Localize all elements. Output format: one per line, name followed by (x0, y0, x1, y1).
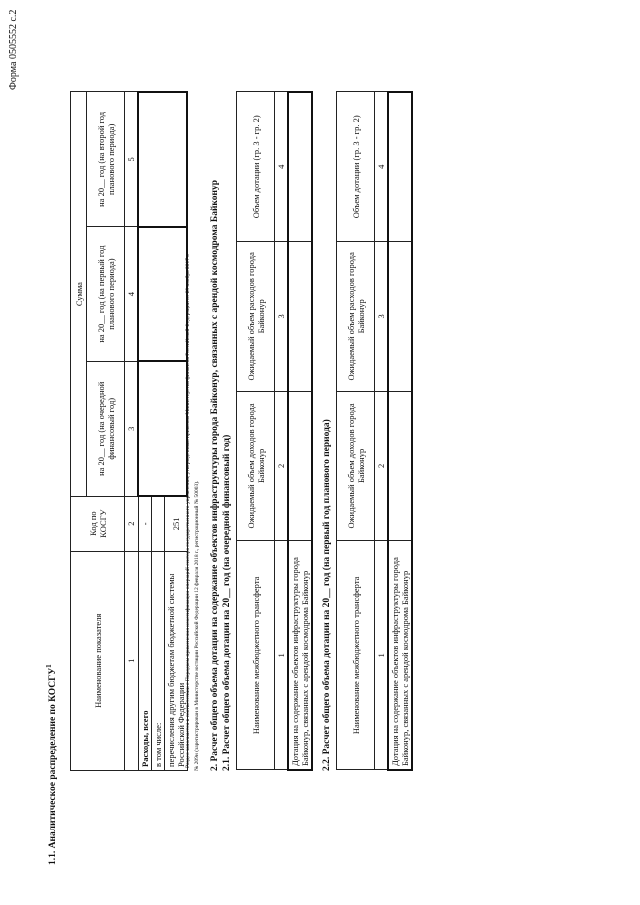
col-num: 4 (125, 227, 139, 362)
value-cell (388, 391, 412, 541)
section-1-1-title-text: 1.1. Аналитическое распределение по КОСГУ (48, 667, 59, 865)
sum-cell (138, 92, 187, 227)
header-name: Наименование показателя (71, 551, 125, 770)
row-code: 251 (164, 496, 187, 551)
col-num: 3 (375, 242, 389, 392)
footnote-line-1: ¹ Раздел заполняется в соответствии с Порядком применения классификации операций сектора государственного управления, утвержденным приказом Министерства финансов Российской Федерации от 29 ноября 2017 г. (185, 253, 191, 771)
col-num: 2 (275, 391, 289, 541)
section-1-1-title (45, 664, 58, 865)
row-name: Дотация на содержание объектов инфраструктуры города Байконур, связанных с арендой космодрома Байконур (388, 541, 412, 770)
row-name: Дотация на содержание объектов инфраструктуры города Байконур, связанных с арендой космодрома Байконур (288, 541, 312, 770)
header-income: Ожидаемый объем доходов города Байконур (337, 391, 375, 541)
section-2-1-title: 2.1. Расчет общего объема дотации на 20__ год (на очередной финансовый год) (222, 434, 232, 771)
row-code (151, 496, 164, 551)
table-row (388, 92, 412, 770)
kosgu-table (70, 91, 188, 771)
table-row (288, 92, 312, 770)
row-name: в том числе: (151, 551, 164, 770)
col-num: 4 (275, 92, 289, 242)
subsidy-table-2-1 (236, 91, 313, 771)
sum-cell (138, 361, 187, 496)
form-id: Форма 0505552 с.2 (8, 9, 19, 90)
value-cell (388, 242, 412, 392)
header-sum: Сумма (71, 92, 87, 496)
header-year-3: на 20__ год (на второй год планового периода) (87, 92, 125, 227)
table-row (138, 92, 151, 771)
value-cell (288, 92, 312, 242)
section-2-title: 2. Расчет общего объема дотации на содержание объектов инфраструктуры города Байконур, связанных с арендой космодрома Байконур (210, 179, 220, 771)
col-num: 1 (375, 541, 389, 770)
col-num: 5 (125, 92, 139, 227)
col-num: 4 (375, 92, 389, 242)
col-num: 1 (275, 541, 289, 770)
row-name: перечисления другим бюджетам бюджетной системы Российской Федерации (164, 551, 187, 770)
col-num: 2 (125, 496, 139, 551)
subsidy-table-2-2 (336, 91, 413, 771)
header-subsidy: Объем дотации (гр. 3 - гр. 2) (237, 92, 275, 242)
col-num: 1 (125, 551, 139, 770)
footnote-mark: 1 (45, 664, 53, 668)
header-transfer: Наименование межбюджетного трансферта (337, 541, 375, 770)
header-expense: Ожидаемый объем расходов города Байконур (237, 242, 275, 392)
section-2-2-title: 2.2. Расчет общего объема дотации на 20__ год (на первый год планового периода) (322, 419, 332, 771)
col-num: 3 (275, 242, 289, 392)
header-transfer: Наименование межбюджетного трансферта (237, 541, 275, 770)
header-code: Код по КОСГУ (71, 496, 125, 551)
header-subsidy: Объем дотации (гр. 3 - гр. 2) (337, 92, 375, 242)
col-num: 2 (375, 391, 389, 541)
header-income: Ожидаемый объем доходов города Байконур (237, 391, 275, 541)
sum-cell (138, 227, 187, 362)
col-num: 3 (125, 361, 139, 496)
row-code: - (138, 496, 151, 551)
value-cell (288, 242, 312, 392)
row-name: Расходы, всего (138, 551, 151, 770)
header-expense: Ожидаемый объем расходов города Байконур (337, 242, 375, 392)
value-cell (288, 391, 312, 541)
footnote-line-2: № 209н (зарегистрирован в Министерстве юстиции Российской Федерации 12 февраля 2018 г., регистрационный № 50003). (194, 480, 200, 771)
header-year-1: на 20__ год (на очередной финансовый год) (87, 361, 125, 496)
value-cell (388, 92, 412, 242)
header-year-2: на 20__ год (на первый год планового периода) (87, 227, 125, 362)
